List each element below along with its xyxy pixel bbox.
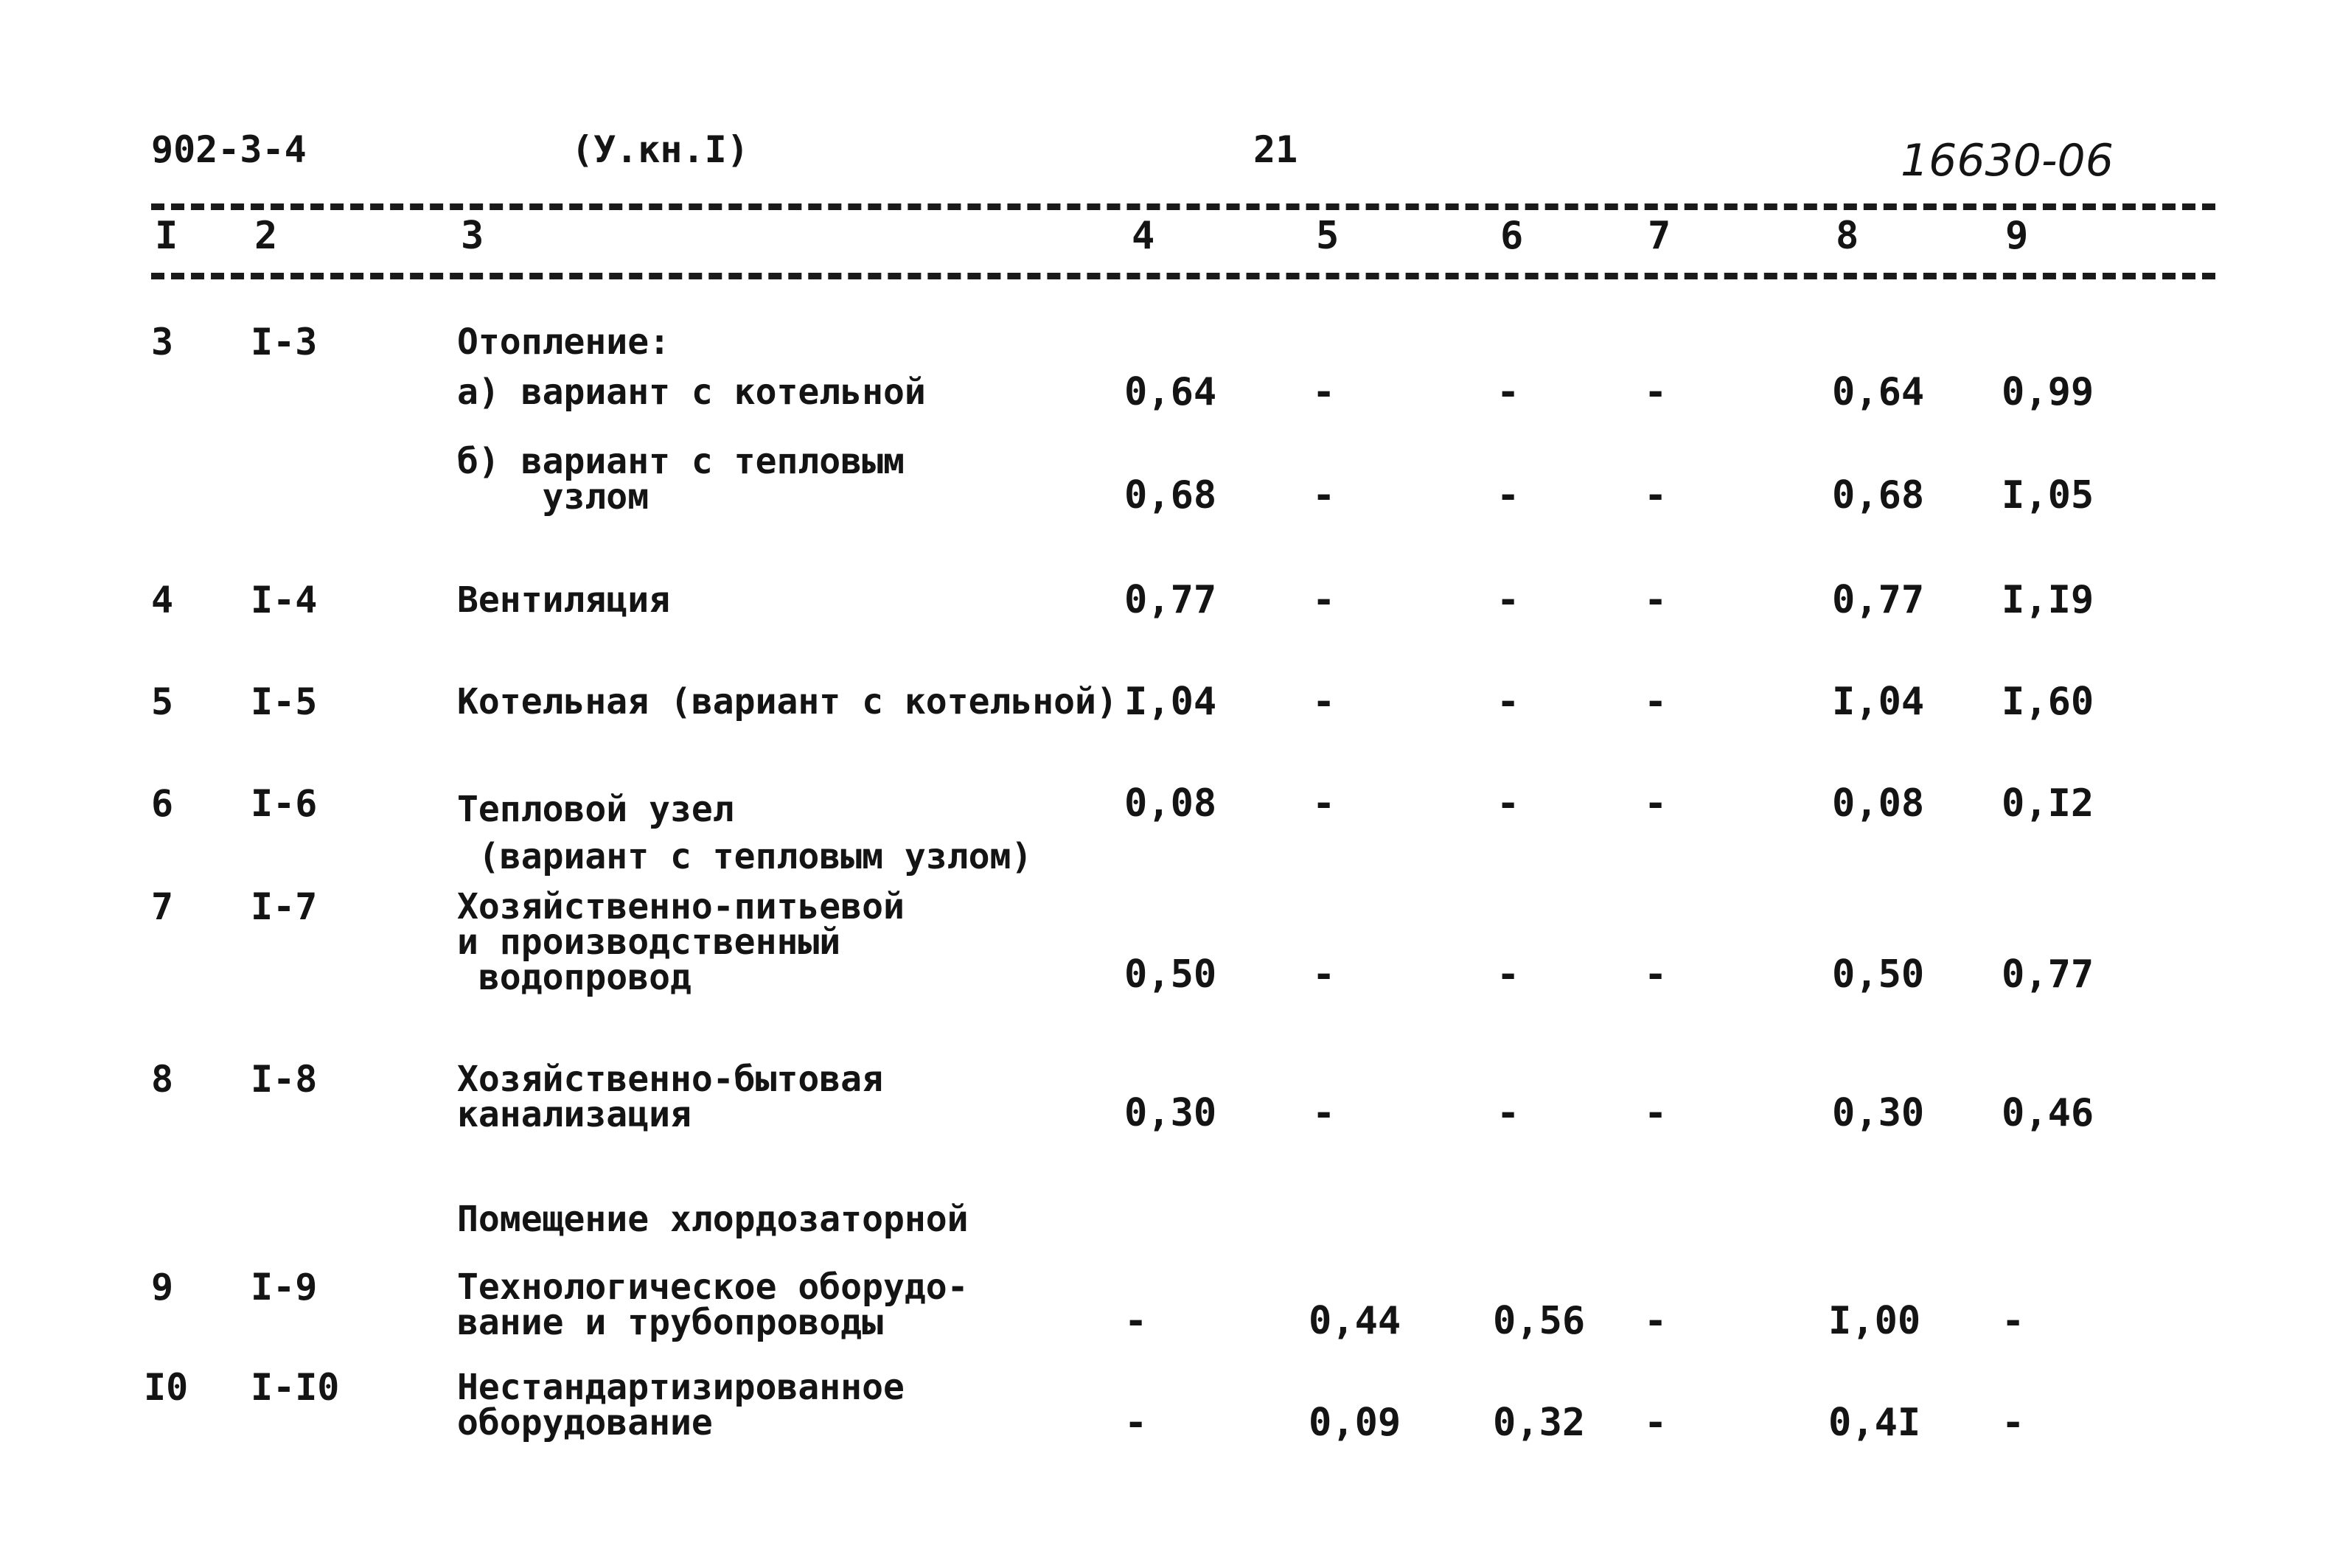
value-col-4: - [1124, 1299, 1148, 1343]
value-col-8: 0,30 [1832, 1091, 1925, 1135]
value-col-6: - [1497, 473, 1520, 518]
row-code: I-8 [251, 1058, 318, 1101]
value-col-7: - [1644, 952, 1668, 997]
column-header-7: 7 [1648, 214, 1671, 258]
row-number: 5 [151, 680, 174, 723]
document-number: 16630-06 [1901, 135, 2114, 187]
value-col-4: 0,64 [1124, 370, 1217, 414]
row-number: 7 [151, 885, 174, 928]
value-col-7: - [1644, 781, 1668, 826]
column-header-6: 6 [1500, 214, 1524, 258]
value-col-8: 0,68 [1832, 473, 1925, 518]
column-header-8: 8 [1836, 214, 1859, 258]
row-description: Тепловой узел (вариант с тепловым узлом) [457, 789, 1033, 877]
value-col-7: - [1644, 1401, 1668, 1445]
value-col-4: 0,30 [1124, 1091, 1217, 1135]
series-number: 902-3-4 [151, 128, 307, 171]
row-code: I-5 [251, 680, 318, 723]
section-heading: Помещение хлордозаторной [457, 1199, 969, 1240]
row-code: I-6 [251, 782, 318, 825]
column-header-4: 4 [1132, 214, 1155, 258]
value-col-9: I,60 [2002, 680, 2094, 724]
row-description: Отопление: [457, 321, 670, 363]
value-col-5: - [1312, 473, 1336, 518]
row-description: Хозяйственно-питьевой и производственный водопровод [457, 886, 905, 998]
value-col-8: 0,08 [1832, 781, 1925, 826]
value-col-8: 0,64 [1832, 370, 1925, 414]
row-description: а) вариант с котельной [457, 372, 926, 413]
value-col-5: - [1312, 680, 1336, 724]
row-code: I-3 [251, 321, 318, 363]
value-col-5: - [1312, 952, 1336, 997]
value-col-4: - [1124, 1401, 1148, 1445]
value-col-8: 0,50 [1832, 952, 1925, 997]
value-col-7: - [1644, 473, 1668, 518]
value-col-8: I,04 [1832, 680, 1925, 724]
page-number: 21 [1253, 128, 1298, 171]
value-col-6: - [1497, 781, 1520, 826]
column-header-2: 2 [254, 214, 278, 258]
column-header-9: 9 [2005, 214, 2029, 258]
value-col-9: 0,77 [2002, 952, 2094, 997]
value-col-4: I,04 [1124, 680, 1217, 724]
value-col-7: - [1644, 1299, 1668, 1343]
row-code: I-7 [251, 885, 318, 928]
header-rule-bottom [151, 273, 2215, 279]
value-col-5: - [1312, 578, 1336, 622]
value-col-9: - [2002, 1401, 2025, 1445]
row-description: Котельная (вариант с котельной) [457, 681, 1118, 722]
value-col-9: 0,46 [2002, 1091, 2094, 1135]
value-col-8: I,00 [1828, 1299, 1921, 1343]
value-col-9: I,05 [2002, 473, 2094, 518]
header-rule-top [151, 203, 2215, 210]
value-col-8: 0,4I [1828, 1401, 1921, 1445]
value-col-9: I,I9 [2002, 578, 2094, 622]
value-col-5: - [1312, 370, 1336, 414]
row-number: 9 [151, 1266, 174, 1309]
value-col-6: - [1497, 370, 1520, 414]
row-code: I-4 [251, 579, 318, 621]
value-col-6: - [1497, 952, 1520, 997]
value-col-9: 0,I2 [2002, 781, 2094, 826]
value-col-8: 0,77 [1832, 578, 1925, 622]
row-number: I0 [144, 1366, 189, 1409]
value-col-4: 0,68 [1124, 473, 1217, 518]
column-header-3: 3 [461, 214, 484, 258]
volume-label: (У.кн.I) [571, 128, 749, 171]
column-header-5: 5 [1316, 214, 1340, 258]
value-col-5: - [1312, 1091, 1336, 1135]
row-number: 3 [151, 321, 174, 363]
row-code: I-9 [251, 1266, 318, 1309]
value-col-7: - [1644, 370, 1668, 414]
value-col-5: - [1312, 781, 1336, 826]
row-description: Хозяйственно-бытовая канализация [457, 1059, 883, 1135]
row-description: Вентиляция [457, 579, 670, 621]
value-col-5: 0,44 [1309, 1299, 1401, 1343]
value-col-6: 0,56 [1493, 1299, 1586, 1343]
value-col-4: 0,08 [1124, 781, 1217, 826]
value-col-7: - [1644, 578, 1668, 622]
value-col-5: 0,09 [1309, 1401, 1401, 1445]
value-col-7: - [1644, 680, 1668, 724]
row-number: 4 [151, 579, 174, 621]
value-col-6: 0,32 [1493, 1401, 1586, 1445]
value-col-4: 0,77 [1124, 578, 1217, 622]
value-col-6: - [1497, 680, 1520, 724]
value-col-6: - [1497, 578, 1520, 622]
row-code: I-I0 [251, 1366, 340, 1409]
row-description: б) вариант с тепловым узлом [457, 441, 905, 518]
column-header-1: I [155, 214, 178, 258]
value-col-4: 0,50 [1124, 952, 1217, 997]
row-description: Нестандартизированное оборудование [457, 1367, 905, 1443]
value-col-9: 0,99 [2002, 370, 2094, 414]
row-number: 6 [151, 782, 174, 825]
value-col-6: - [1497, 1091, 1520, 1135]
row-description: Технологическое оборудо- вание и трубопроводы [457, 1266, 969, 1343]
row-number: 8 [151, 1058, 174, 1101]
value-col-7: - [1644, 1091, 1668, 1135]
value-col-9: - [2002, 1299, 2025, 1343]
